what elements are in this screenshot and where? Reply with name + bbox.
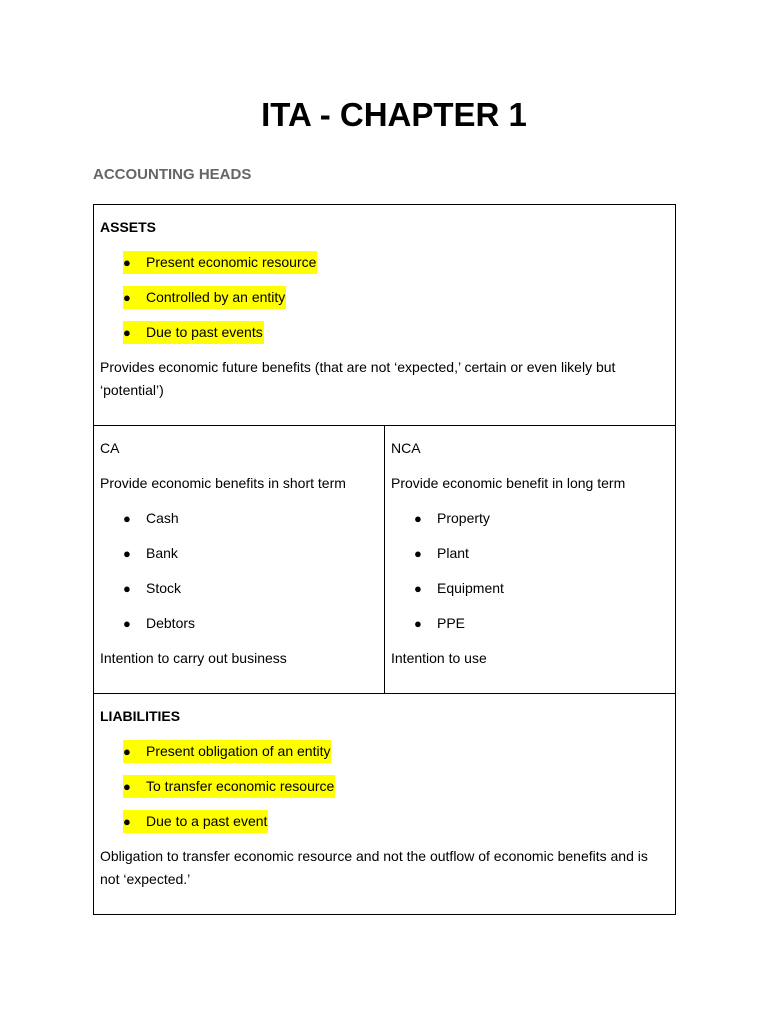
bullet-text: Stock <box>146 580 182 596</box>
bullet-text: Cash <box>146 510 179 526</box>
bullet-icon: ● <box>414 511 422 526</box>
list-item <box>123 740 669 763</box>
list-item <box>414 542 669 565</box>
bullet-icon: ● <box>414 546 422 561</box>
bullet-text: Due to a past event <box>146 813 268 829</box>
bullet-text: Property <box>437 510 490 526</box>
list-item <box>123 251 669 274</box>
assets-heading: ASSETS <box>100 219 157 235</box>
ca-note: Intention to carry out business <box>100 650 287 666</box>
list-item <box>123 286 669 309</box>
assets-note: Provides economic future benefits (that are not ‘expected,’ certain or even likely but ‘potential’) <box>100 359 616 398</box>
liabilities-row <box>94 694 676 915</box>
bullet-text: Bank <box>146 545 178 561</box>
bullet-icon: ● <box>123 814 131 829</box>
list-item <box>123 775 669 798</box>
bullet-icon: ● <box>414 581 422 596</box>
assets-cell <box>94 205 676 426</box>
bullet-icon: ● <box>123 255 131 270</box>
list-item <box>123 577 378 600</box>
ca-cell <box>94 426 385 694</box>
bullet-icon: ● <box>123 744 131 759</box>
liabilities-cell <box>94 694 676 915</box>
nca-bullet-list <box>391 507 669 635</box>
bullet-text: Present obligation of an entity <box>146 743 331 759</box>
bullet-icon: ● <box>123 511 131 526</box>
bullet-text: Plant <box>437 545 469 561</box>
nca-note: Intention to use <box>391 650 487 666</box>
bullet-icon: ● <box>123 616 131 631</box>
ca-nca-row <box>94 426 676 694</box>
list-item <box>123 542 378 565</box>
bullet-icon: ● <box>123 325 131 340</box>
bullet-text: PPE <box>437 615 466 631</box>
nca-heading: NCA <box>391 440 421 456</box>
page-title: ITA - CHAPTER 1 <box>261 96 527 133</box>
liabilities-heading: LIABILITIES <box>100 708 181 724</box>
ca-heading: CA <box>100 440 120 456</box>
section-heading: ACCOUNTING HEADS <box>93 166 252 183</box>
assets-row <box>94 205 676 426</box>
bullet-icon: ● <box>123 546 131 561</box>
bullet-icon: ● <box>123 581 131 596</box>
bullet-text: Present economic resource <box>146 254 317 270</box>
bullet-text: Controlled by an entity <box>146 289 286 305</box>
bullet-text: Due to past events <box>146 324 263 340</box>
accounting-heads-table <box>93 204 676 915</box>
bullet-text: To transfer economic resource <box>146 778 335 794</box>
nca-description: Provide economic benefit in long term <box>391 475 626 491</box>
list-item <box>414 612 669 635</box>
bullet-text: Equipment <box>437 580 504 596</box>
list-item <box>123 507 378 530</box>
list-item <box>414 507 669 530</box>
list-item <box>123 612 378 635</box>
liabilities-bullet-list <box>100 740 669 833</box>
liabilities-note: Obligation to transfer economic resource and not the outflow of economic benefits and is not ‘expected.’ <box>100 848 648 887</box>
bullet-icon: ● <box>414 616 422 631</box>
bullet-icon: ● <box>123 290 131 305</box>
bullet-text: Debtors <box>146 615 196 631</box>
assets-bullet-list <box>100 251 669 344</box>
ca-description: Provide economic benefits in short term <box>100 475 346 491</box>
bullet-icon: ● <box>123 779 131 794</box>
nca-cell <box>385 426 676 694</box>
list-item <box>414 577 669 600</box>
list-item <box>123 321 669 344</box>
list-item <box>123 810 669 833</box>
ca-bullet-list <box>100 507 378 635</box>
